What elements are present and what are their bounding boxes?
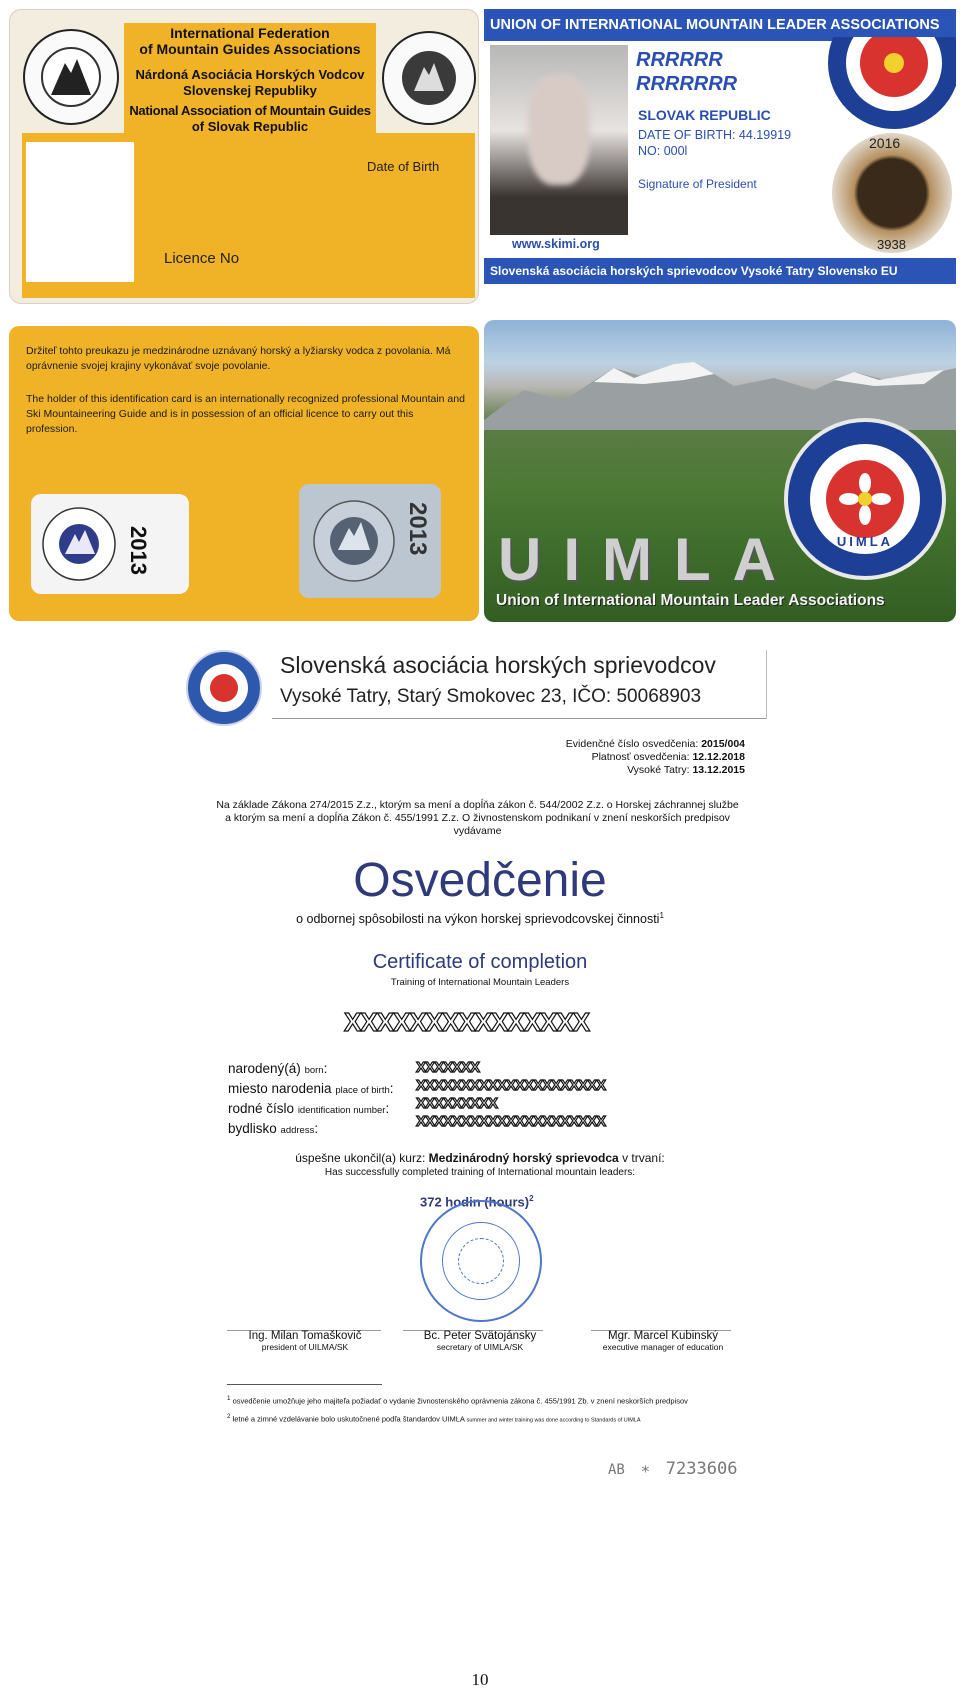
address-label: bydlisko bbox=[228, 1121, 277, 1136]
serial-number-block bbox=[608, 1459, 737, 1479]
header-rule bbox=[272, 718, 767, 719]
uimla-logo-icon bbox=[186, 650, 262, 726]
signatory1-name: Ing. Milan Tomaškovič bbox=[248, 1330, 362, 1342]
english-subtitle: Training of International Mountain Leaders bbox=[390, 977, 570, 988]
legal-line2: a ktorým sa mení a dopĺňa Zákon č. 455/1991 Z.z. O živnostenskom podnikaní v znení neskorších predpisov bbox=[225, 812, 730, 824]
ifmga-card-back bbox=[9, 326, 479, 621]
record-number: 2015/004 bbox=[701, 738, 745, 750]
validity-label: Platnosť osvedčenia: bbox=[591, 751, 690, 763]
hours-text: 372 hodin (hours) bbox=[420, 1194, 530, 1210]
date-of-birth-label: Date of Birth bbox=[367, 159, 440, 174]
uimla-emblem-icon bbox=[824, 37, 956, 137]
footnote2-mark: 2 bbox=[227, 1412, 231, 1420]
slovak-statement: Držiteľ tohto preukazu je medzinárodne uznávaný horský a lyžiarsky vodca z povolania. Má oprávnenie svojej krajiny vykonávať svoje povolanie. bbox=[26, 345, 451, 372]
signatory2-name: Bc. Peter Svätojánsky bbox=[423, 1330, 537, 1342]
mountains-icon bbox=[484, 350, 956, 430]
card-number: NO: 000l bbox=[638, 144, 688, 158]
completed-suffix: v trvaní: bbox=[622, 1151, 665, 1165]
hours-sup: 2 bbox=[529, 1194, 534, 1203]
signature-label: Signature of President bbox=[638, 177, 757, 191]
footnote2-text: letné a zimné vzdelávanie bolo uskutočnené podľa štandardov UIMLA bbox=[232, 1414, 465, 1423]
birthplace-value-redacted: XXXXXXXXXXXXXXXXXXXXX bbox=[416, 1077, 606, 1094]
birthplace-row: miesto narodenia place of birth: bbox=[228, 1081, 394, 1096]
record-info bbox=[520, 738, 745, 777]
footnote1-text: osvedčenie umožňuje jeho majiteľa požiadať o vydanie živnostenského oprávnenia zákona č. 455/1991 Zb. v znení neskorších predpisov bbox=[232, 1396, 688, 1406]
born-value-redacted: XXXXXXX bbox=[416, 1059, 480, 1076]
card-footer: Slovenská asociácia horských sprievodcov Vysoké Tatry Slovensko EU bbox=[484, 258, 956, 284]
id-label: rodné číslo bbox=[228, 1101, 295, 1116]
footnote-1 bbox=[227, 1391, 767, 1409]
federation-line1: International Federation bbox=[170, 25, 330, 41]
birthplace-label: miesto narodenia bbox=[228, 1081, 332, 1096]
legal-line1: Na základe Zákona 274/2015 Z.z., ktorým sa mení a dopĺňa zákon č. 544/2002 Z.z. o Horskej záchrannej službe bbox=[216, 799, 739, 811]
legal-basis bbox=[190, 799, 765, 838]
address-value-redacted: XXXXXXXXXXXXXXXXXXXXX bbox=[416, 1113, 606, 1130]
born-row: narodený(á) born: bbox=[228, 1061, 328, 1076]
ifmga-card-front bbox=[9, 9, 479, 304]
english-title: Certificate of completion bbox=[372, 951, 588, 973]
federation-line2: of Mountain Guides Associations bbox=[139, 41, 361, 57]
footnote-rule bbox=[227, 1384, 382, 1385]
address-row: bydlisko address: bbox=[228, 1121, 319, 1136]
holder-name-line1: RRRRRR bbox=[636, 49, 723, 71]
sticker1-year: 2013 bbox=[126, 526, 151, 575]
website: www.skimi.org bbox=[512, 237, 600, 251]
serial-prefix: AB bbox=[608, 1462, 625, 1478]
sticker-slovak-association bbox=[31, 494, 189, 594]
english-name-line1: National Association of Mountain Guides bbox=[129, 103, 371, 118]
validity-date: 12.12.2018 bbox=[692, 751, 745, 763]
place-label: Vysoké Tatry: bbox=[627, 764, 690, 776]
footnotes bbox=[227, 1391, 767, 1428]
completed-prefix: úspešne ukončil(a) kurz: bbox=[295, 1151, 426, 1165]
id-value-redacted: XXXXXXXXX bbox=[416, 1095, 498, 1112]
org-address: Vysoké Tatry, Starý Smokovec 23, IČO: 50068903 bbox=[280, 686, 702, 707]
photo-placeholder bbox=[26, 142, 134, 282]
holder-photo bbox=[490, 45, 628, 235]
uimla-large-emblem-icon bbox=[784, 418, 946, 580]
signatory3-role: executive manager of education bbox=[602, 1342, 724, 1352]
completion-english: Has successfully completed training of International mountain leaders: bbox=[324, 1167, 636, 1178]
footnote-2 bbox=[227, 1409, 767, 1429]
record-number-label: Evidenčné číslo osvedčenia: bbox=[565, 738, 699, 750]
issue-date: 13.12.2015 bbox=[692, 764, 745, 776]
date-of-birth: DATE OF BIRTH: 44.19919 bbox=[638, 128, 792, 142]
signatory-3 bbox=[568, 1330, 758, 1352]
licence-label: Licence No bbox=[164, 250, 240, 267]
subtitle-sup: 1 bbox=[659, 911, 664, 920]
address-en: address bbox=[280, 1125, 315, 1136]
footnote1-mark: 1 bbox=[227, 1395, 231, 1402]
english-statement: The holder of this identification card is an internationally recognized professional Mountain and Ski Mountaineering Guide and is in possession of an official licence to carry out this profession. bbox=[26, 393, 465, 435]
hologram-number: 3938 bbox=[877, 237, 906, 252]
id-en: identification number bbox=[297, 1105, 386, 1116]
slovak-name-line2: Slovenskej Republiky bbox=[183, 83, 317, 98]
certificate-title: Osvedčenie bbox=[353, 854, 607, 907]
signatory-2 bbox=[385, 1330, 575, 1352]
holder-name-line2: RRRRRRR bbox=[636, 73, 738, 95]
uimla-stamp-icon bbox=[420, 1200, 542, 1322]
slovak-guides-seal-icon bbox=[23, 29, 119, 125]
uimla-card-front bbox=[484, 9, 956, 284]
english-name-line2: of Slovak Republic bbox=[191, 119, 309, 134]
header-rule-vertical bbox=[766, 650, 767, 719]
holder-details bbox=[228, 1060, 394, 1140]
subtitle-text: o odbornej spôsobilosti na výkon horskej sprievodcovskej činnosti bbox=[296, 912, 660, 927]
hologram-year: 2016 bbox=[869, 135, 901, 151]
signatory-1 bbox=[210, 1330, 400, 1352]
sticker2-year: 2013 bbox=[404, 502, 431, 556]
country: SLOVAK REPUBLIC bbox=[638, 107, 771, 123]
uimla-tagline: Union of International Mountain Leader Associations bbox=[496, 592, 885, 609]
born-en: born bbox=[304, 1065, 324, 1076]
certificate-subtitle bbox=[0, 911, 960, 926]
birthplace-en: place of birth bbox=[335, 1085, 390, 1096]
serial-star: ∗ bbox=[640, 1459, 651, 1478]
completion-line bbox=[0, 1151, 960, 1165]
course-name: Medzinárodný horský sprievodca bbox=[428, 1151, 619, 1165]
signatory2-role: secretary of UIMLA/SK bbox=[436, 1342, 524, 1352]
ifmga-seal-icon bbox=[382, 31, 476, 125]
page-number: 10 bbox=[471, 1670, 489, 1689]
id-row: rodné číslo identification number: bbox=[228, 1101, 390, 1116]
holder-name-redacted: XXXXXXXXXXXXXXX bbox=[344, 1007, 590, 1037]
card-header: UNION OF INTERNATIONAL MOUNTAIN LEADER ASSOCIATIONS bbox=[484, 9, 956, 41]
uimla-big-text: UIMLA bbox=[498, 526, 798, 593]
sticker-ifmga bbox=[299, 484, 441, 598]
slovak-name-line1: Nárdoná Asociácia Horských Vodcov bbox=[135, 67, 365, 82]
emblem-text: UIMLA bbox=[836, 534, 894, 549]
legal-line3: vydávame bbox=[453, 825, 502, 837]
hologram-sticker bbox=[832, 133, 952, 253]
serial-number: 7233606 bbox=[665, 1459, 738, 1479]
signatory3-name: Mgr. Marcel Kubinský bbox=[608, 1330, 718, 1342]
footnote2-en: summer and winter training was done according to Standards of UIMLA bbox=[466, 1417, 641, 1423]
uimla-card-back bbox=[484, 320, 956, 622]
born-label: narodený(á) bbox=[228, 1061, 301, 1076]
signatory1-role: president of UILMA/SK bbox=[261, 1342, 349, 1352]
org-name: Slovenská asociácia horských sprievodcov bbox=[280, 652, 716, 678]
